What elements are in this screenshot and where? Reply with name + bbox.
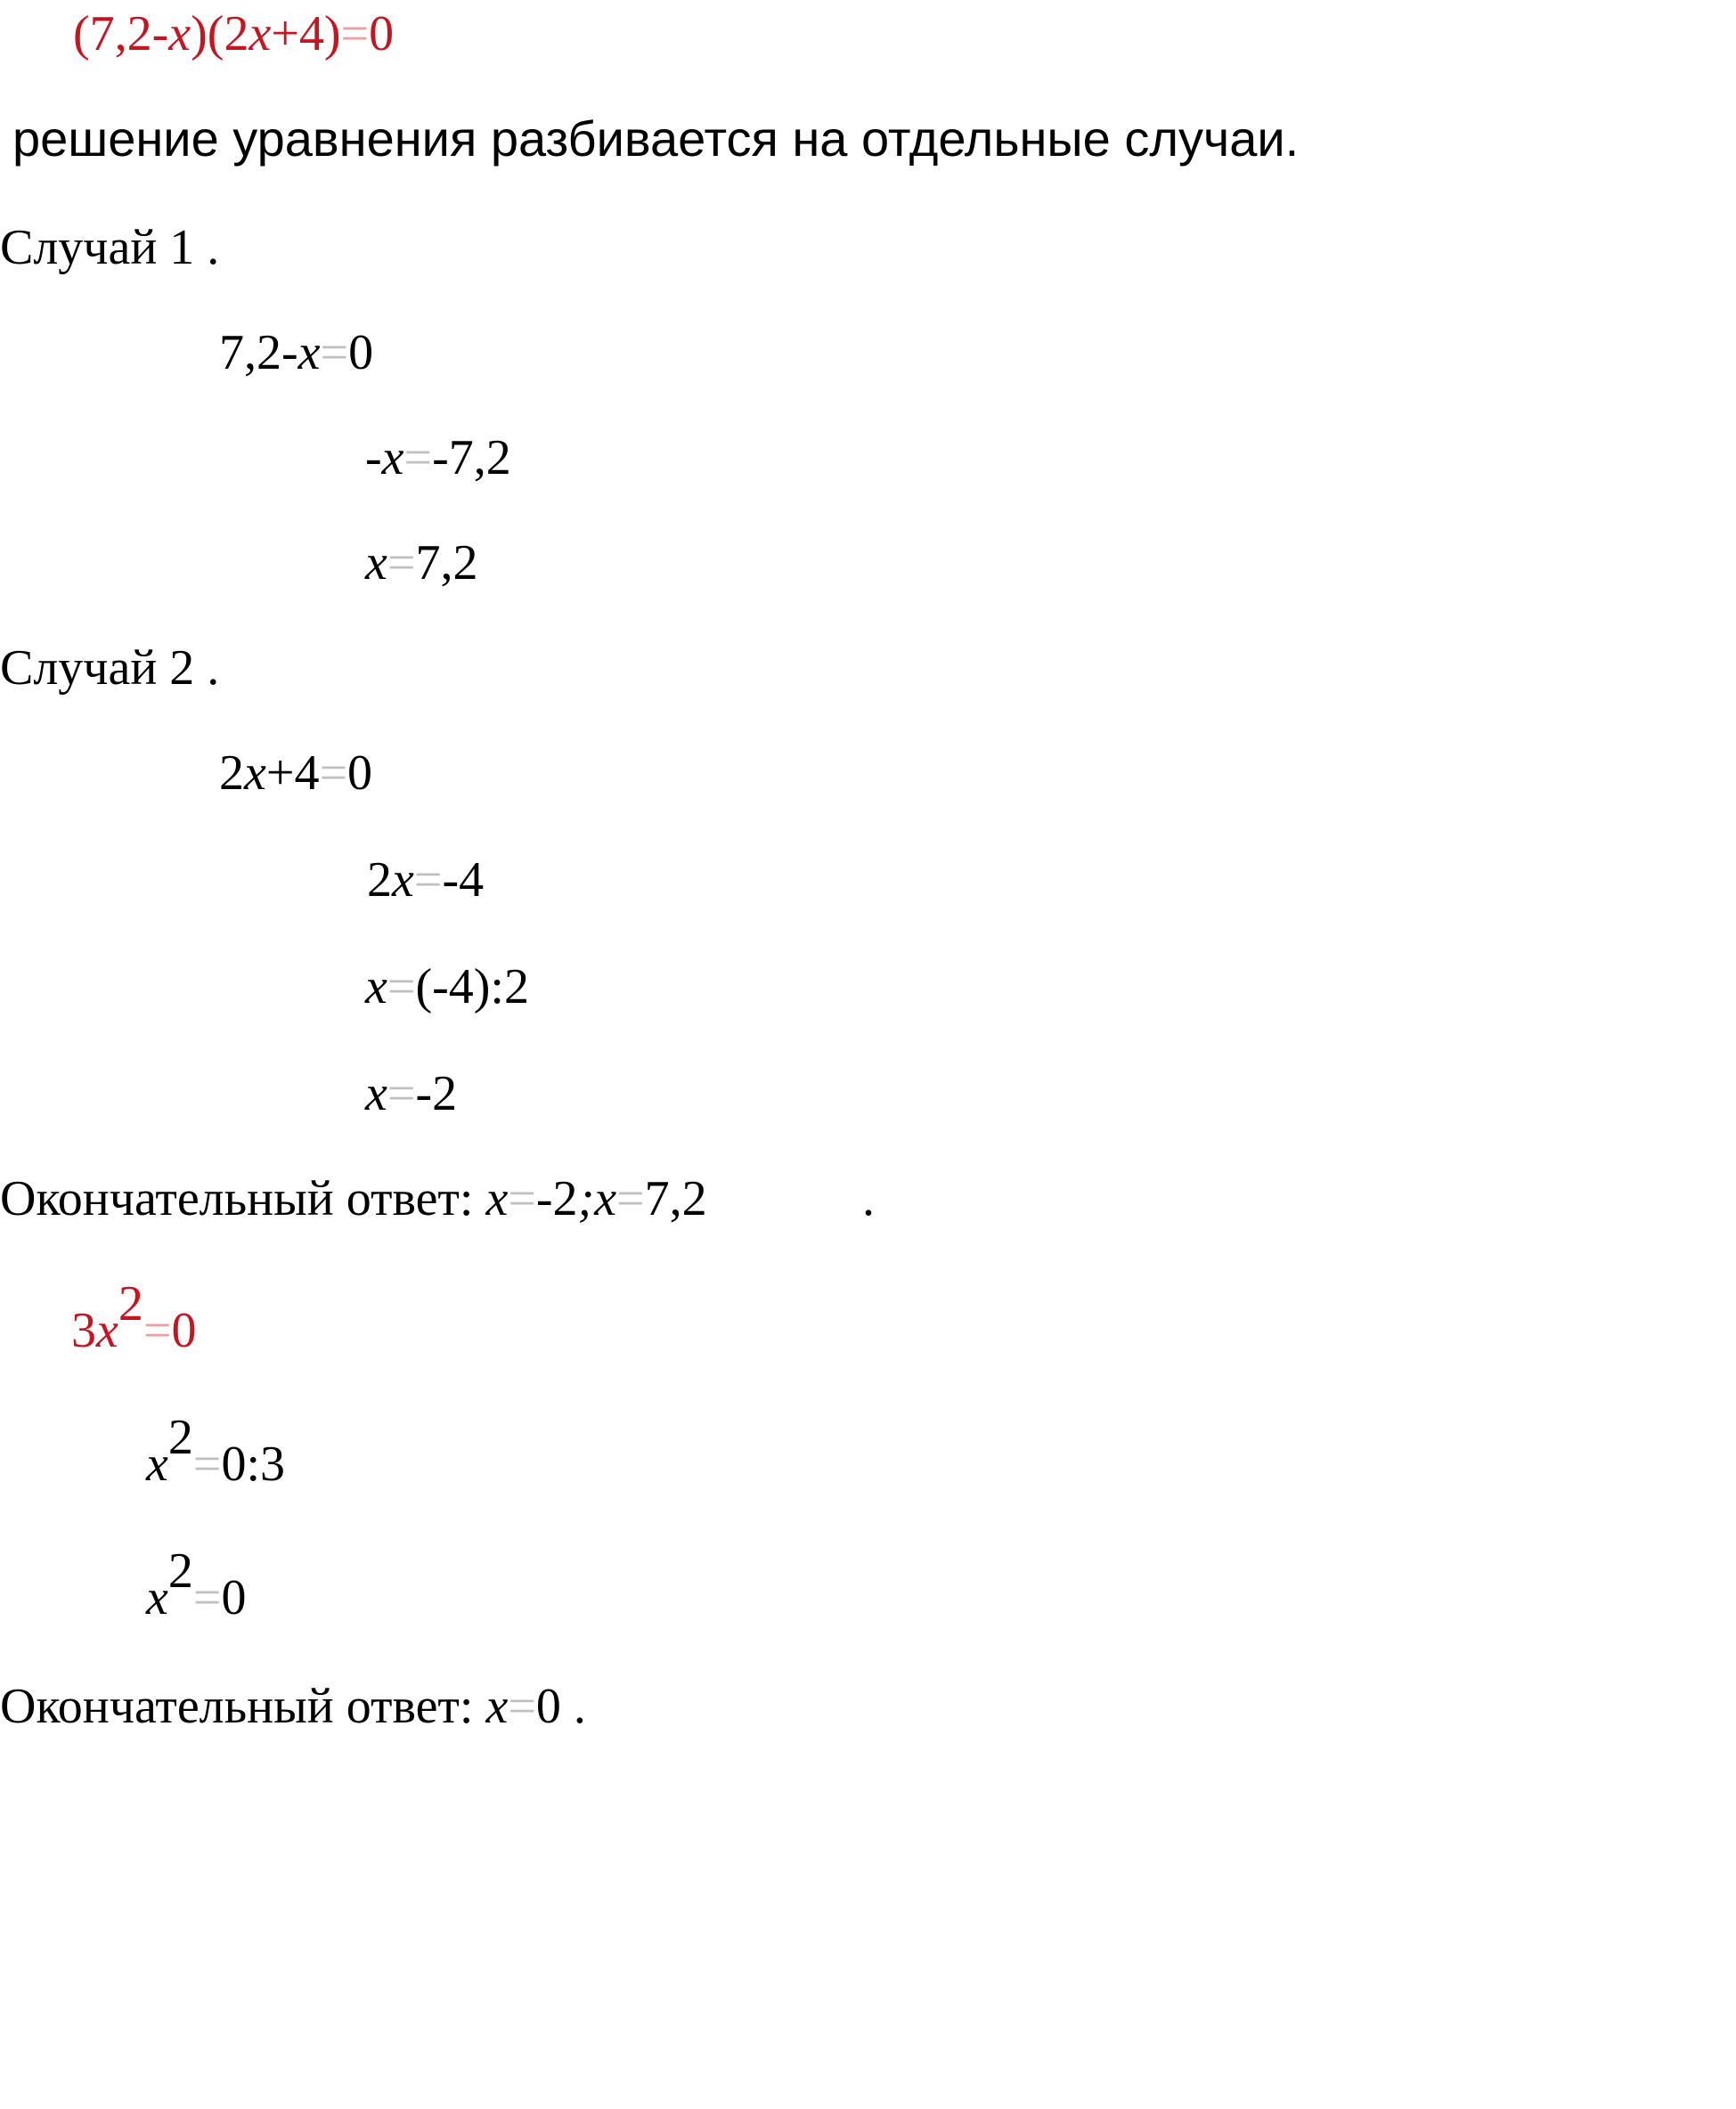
step-part: -4 xyxy=(442,852,485,908)
case1-step3 xyxy=(365,535,478,590)
step-part: 7,2- xyxy=(219,325,298,380)
eq1-part: 0 xyxy=(369,6,395,61)
eq1-variable: x xyxy=(168,6,192,61)
step-exponent: 2 xyxy=(167,1543,193,1599)
case1-label: Случай 1 . xyxy=(0,220,220,275)
case2-step4 xyxy=(365,1066,458,1121)
eq2-part: 3 xyxy=(71,1303,96,1358)
answer-equals: = xyxy=(508,1171,536,1226)
step-equals: = xyxy=(387,535,416,590)
answer-value: 7,2 xyxy=(644,1171,707,1226)
step-part: +4 xyxy=(265,745,320,801)
step-variable: x xyxy=(365,1066,387,1121)
step-equals: = xyxy=(192,1570,222,1625)
equation-1 xyxy=(73,6,395,61)
step-part: -2 xyxy=(415,1066,458,1121)
final-answer-1 xyxy=(0,1171,707,1226)
step-equals: = xyxy=(320,325,349,380)
step-part: -7,2 xyxy=(432,430,511,485)
eq1-part: (7,2- xyxy=(73,6,169,61)
eq2-variable: x xyxy=(96,1303,118,1358)
step-equals: = xyxy=(192,1437,222,1492)
answer-dot: . xyxy=(862,1171,875,1226)
step-exponent: 2 xyxy=(167,1410,193,1465)
step-part: (-4):2 xyxy=(415,959,529,1014)
intro-text: решение уравнения разбивается на отдельные случаи. xyxy=(12,110,1300,167)
step-equals: = xyxy=(387,959,416,1014)
answer-variable: x xyxy=(485,1679,509,1734)
step-part: 0:3 xyxy=(221,1437,286,1492)
eq2-exponent: 2 xyxy=(118,1276,143,1331)
answer-dot: . xyxy=(560,1679,586,1734)
answer-variable: x xyxy=(594,1171,617,1226)
step-part: 2 xyxy=(219,745,244,801)
step-variable: x xyxy=(392,852,414,908)
case1-step1 xyxy=(219,325,374,380)
step-variable: x xyxy=(244,745,266,801)
step-part: 0 xyxy=(221,1570,247,1625)
answer-value: -2 xyxy=(535,1171,578,1226)
final-answer-2 xyxy=(0,1679,586,1734)
step-variable: x xyxy=(365,959,387,1014)
step-part: 2 xyxy=(367,852,392,908)
step-variable: x xyxy=(146,1437,168,1492)
case2-step2 xyxy=(367,852,485,908)
answer-separator: ; xyxy=(577,1171,595,1226)
step-part: 0 xyxy=(347,745,373,801)
problem2-step1 xyxy=(146,1410,286,1492)
problem2-step2 xyxy=(146,1543,247,1625)
step-variable: x xyxy=(297,325,321,380)
eq1-part: )(2 xyxy=(191,6,249,61)
step-equals: = xyxy=(413,852,443,908)
eq2-equals: = xyxy=(143,1303,172,1358)
eq1-part: +4) xyxy=(271,6,341,61)
eq2-part: 0 xyxy=(171,1303,197,1358)
step-variable: x xyxy=(365,535,387,590)
step-variable: x xyxy=(381,430,404,485)
answer-equals: = xyxy=(616,1171,645,1226)
step-equals: = xyxy=(403,430,433,485)
answer-variable: x xyxy=(485,1171,509,1226)
eq1-equals: = xyxy=(340,6,370,61)
step-variable: x xyxy=(146,1570,168,1625)
answer-label: Окончательный ответ: xyxy=(0,1679,486,1734)
case2-step1 xyxy=(219,745,373,801)
step-part: 7,2 xyxy=(415,535,478,590)
case2-label: Случай 2 . xyxy=(0,640,220,696)
answer-value: 0 xyxy=(535,1679,561,1734)
case1-step2 xyxy=(365,430,511,485)
case2-step3 xyxy=(365,959,529,1014)
step-part: - xyxy=(365,430,382,485)
answer-label: Окончательный ответ: xyxy=(0,1171,486,1226)
step-part: 0 xyxy=(348,325,374,380)
answer-equals: = xyxy=(508,1679,536,1734)
step-equals: = xyxy=(319,745,348,801)
eq1-variable: x xyxy=(249,6,272,61)
equation-2 xyxy=(71,1276,197,1358)
step-equals: = xyxy=(387,1066,416,1121)
